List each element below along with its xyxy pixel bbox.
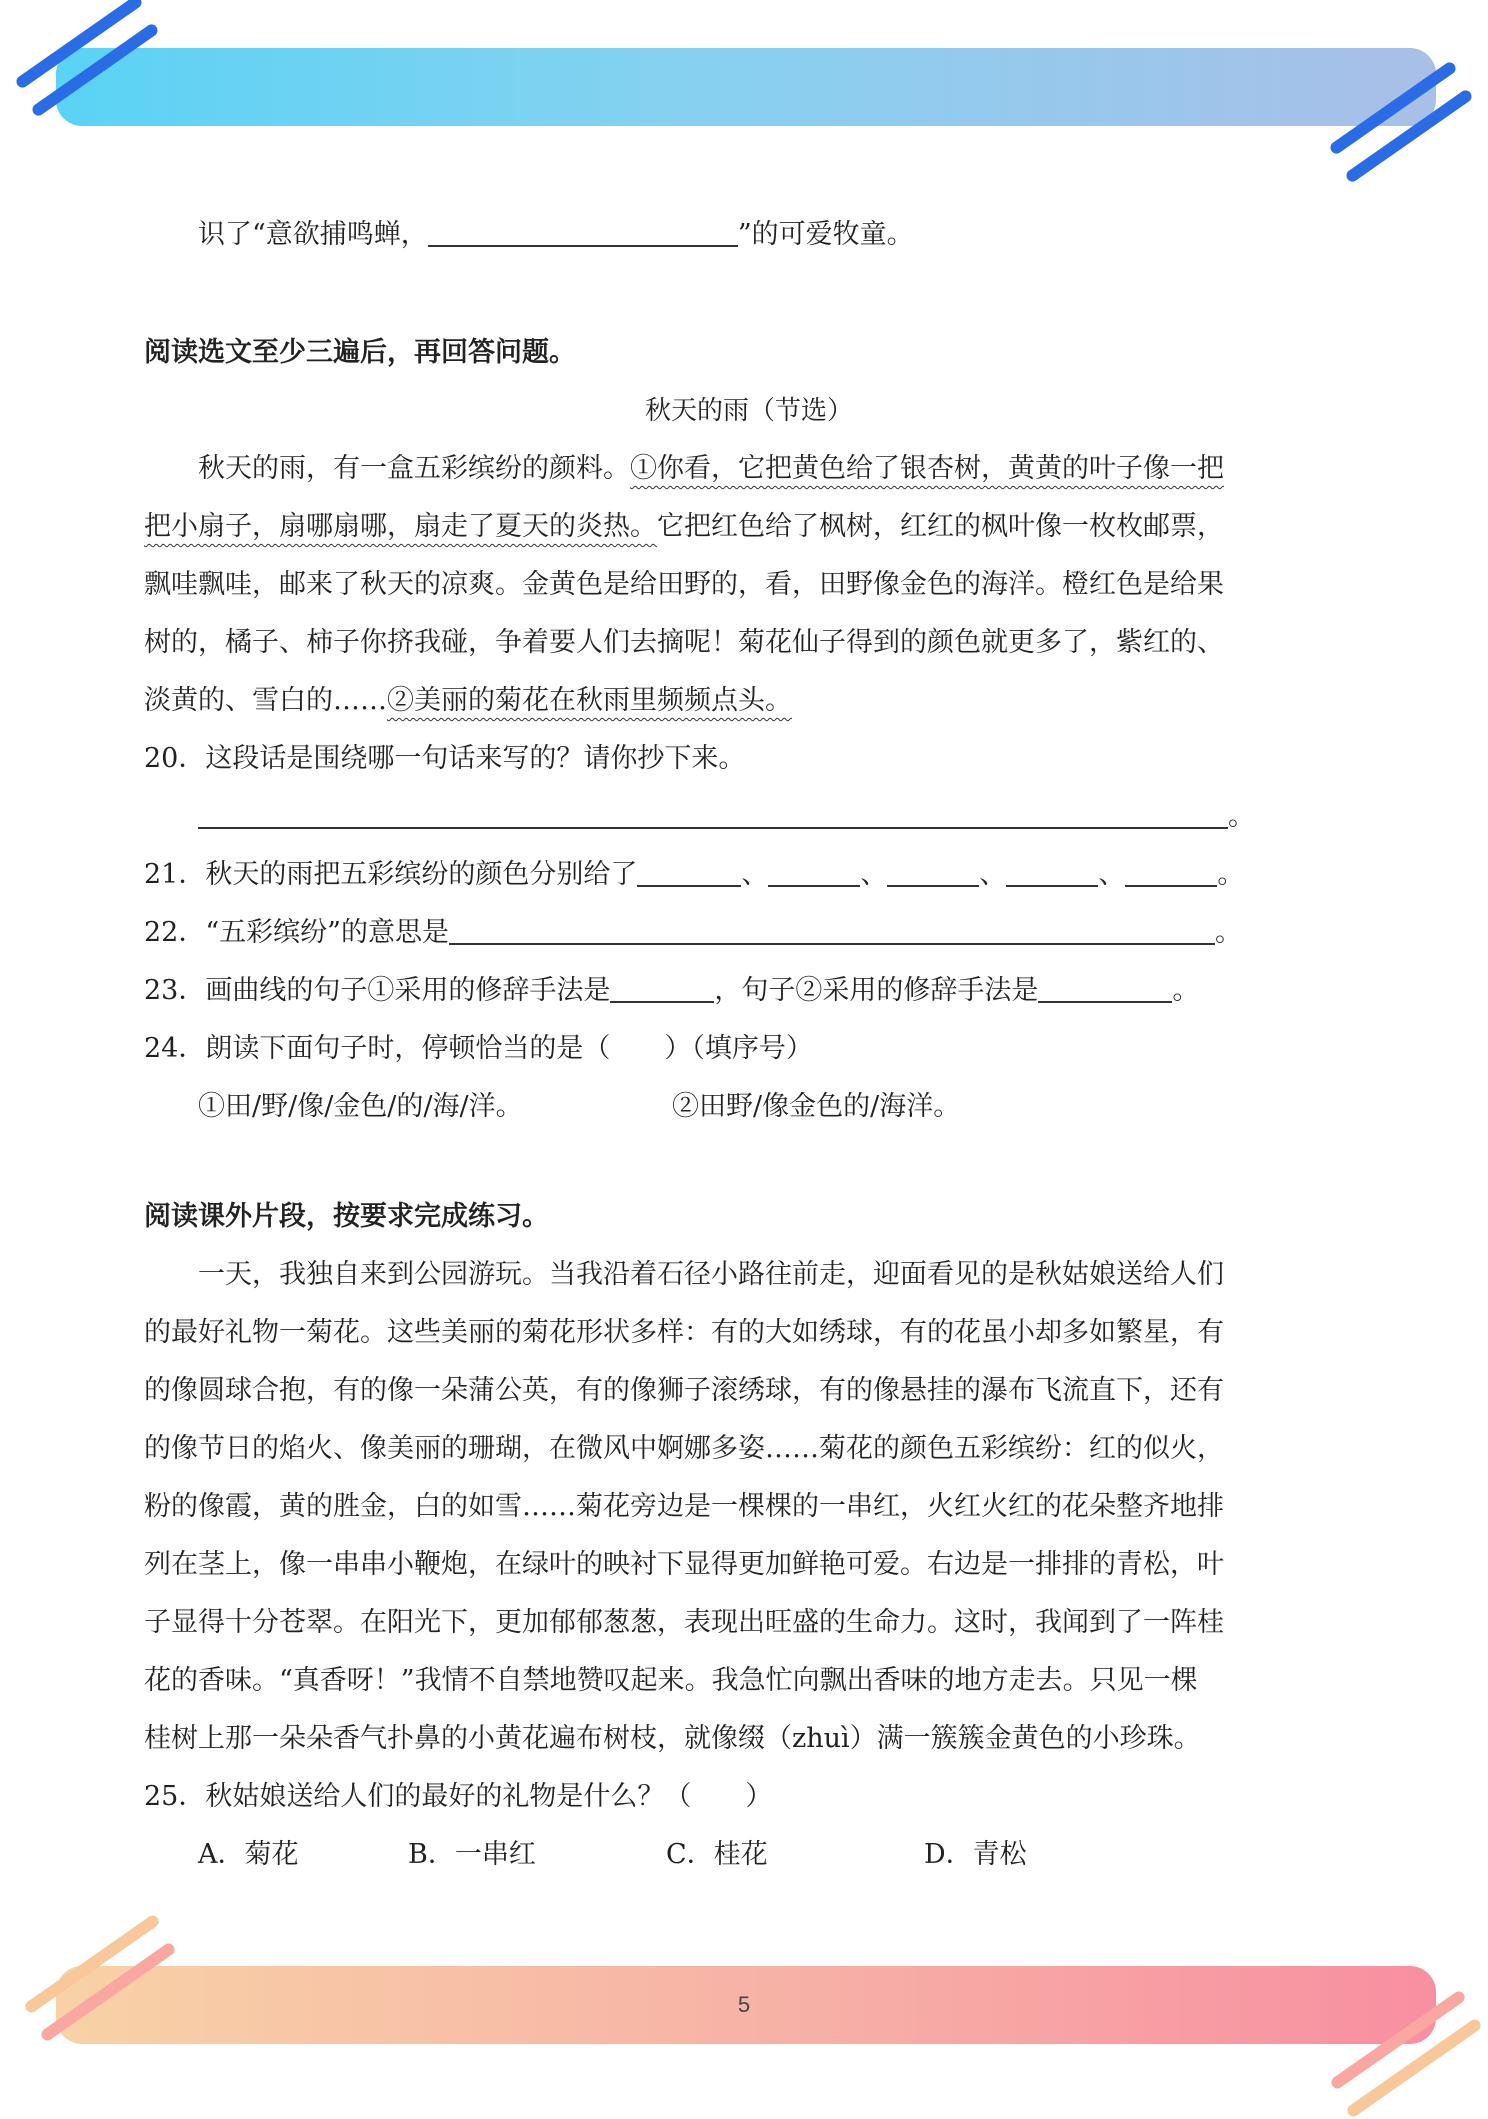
option-b[interactable]: B．一串红 — [408, 1839, 536, 1870]
answer-blank[interactable] — [1006, 859, 1098, 887]
wavy-sentence-1: ①你看，它把黄色给了银杏树，黄黄的叶子像一把 — [630, 453, 1224, 484]
question-24-options — [144, 1078, 1354, 1136]
passage-line: 子显得十分苍翠。在阳光下，更加郁郁葱葱，表现出旺盛的生命力。这时，我闻到了一阵桂 — [144, 1607, 1224, 1638]
passage-line: 的像圆球合抱，有的像一朵蒲公英，有的像狮子滚绣球，有的像悬挂的瀑布飞流直下，还有 — [144, 1375, 1224, 1406]
answer-blank[interactable] — [637, 859, 741, 887]
option-1[interactable]: ①田/野/像/金色/的/海/洋。 — [198, 1091, 523, 1122]
answer-blank[interactable] — [768, 859, 860, 887]
question-20: 20．这段话是围绕哪一句话来写的？请你抄下来。 — [144, 743, 746, 774]
answer-blank[interactable] — [449, 917, 1215, 945]
answer-blank[interactable] — [1038, 975, 1172, 1003]
page-number: 5 — [737, 1992, 751, 2017]
passage-line: 列在茎上，像一串串小鞭炮，在绿叶的映衬下显得更加鲜艳可爱。右边是一排排的青松，叶 — [144, 1549, 1224, 1580]
passage-line: 秋天的雨，有一盒五彩缤纷的颜料。①你看，它把黄色给了银杏树，黄黄的叶子像一把 — [198, 453, 1224, 484]
fill-in-line: 识了“意欲捕鸣蝉， ”的可爱牧童。 — [198, 219, 914, 250]
question-23: 23．画曲线的句子①采用的修辞手法是 ，句子②采用的修辞手法是 。 — [144, 975, 1200, 1006]
passage-line: 的最好礼物一菊花。这些美丽的菊花形状多样：有的大如绣球，有的花虽小却多如繁星，有 — [144, 1317, 1224, 1348]
passage-line: 树的，橘子、柿子你挤我碰，争着要人们去摘呢！菊花仙子得到的颜色就更多了，紫红的、 — [144, 627, 1224, 658]
passage-line: 的像节日的焰火、像美丽的珊瑚，在微风中婀娜多姿……菊花的颜色五彩缤纷：红的似火， — [144, 1433, 1224, 1464]
question-22: 22．“五彩缤纷”的意思是 。 — [144, 917, 1242, 948]
question-24: 24．朗读下面句子时，停顿恰当的是（ ）（填序号） — [144, 1033, 813, 1064]
answer-blank[interactable] — [198, 801, 1228, 829]
wavy-sentence-1: 把小扇子，扇哪扇哪，扇走了夏天的炎热。 — [144, 511, 657, 542]
question-25-options — [144, 1826, 1354, 1884]
section-heading: 阅读选文至少三遍后，再回答问题。 — [144, 337, 576, 368]
passage-line: 淡黄的、雪白的……②美丽的菊花在秋雨里频频点头。 — [144, 685, 792, 716]
page-content — [144, 206, 1354, 1884]
answer-blank[interactable] — [1125, 859, 1217, 887]
question-21: 21．秋天的雨把五彩缤纷的颜色分别给了 、 、 、 、 。 — [144, 859, 1245, 890]
passage-line: 飘哇飘哇，邮来了秋天的凉爽。金黄色是给田野的，看，田野像金色的海洋。橙红色是给果 — [144, 569, 1224, 600]
passage-line: 把小扇子，扇哪扇哪，扇走了夏天的炎热。它把红色给了枫树，红红的枫叶像一枚枚邮票， — [144, 511, 1224, 542]
answer-blank[interactable] — [887, 859, 979, 887]
answer-blank[interactable] — [610, 975, 714, 1003]
question-25: 25．秋姑娘送给人们的最好的礼物是什么？（ ） — [144, 1781, 773, 1812]
passage-line: 桂树上那一朵朵香气扑鼻的小黄花遍布树枝，就像缀（zhuì）满一簇簇金黄色的小珍珠。 — [144, 1723, 1201, 1754]
option-c[interactable]: C．桂花 — [666, 1839, 768, 1870]
option-a[interactable]: A．菊花 — [198, 1839, 299, 1870]
passage-line: 粉的像霞，黄的胜金，白的如雪……菊花旁边是一棵棵的一串红，火红火红的花朵整齐地排 — [144, 1491, 1224, 1522]
answer-line: 。 — [144, 788, 1354, 846]
option-2[interactable]: ②田野/像金色的/海洋。 — [672, 1091, 961, 1122]
passage-title: 秋天的雨（节选） — [644, 396, 853, 426]
wavy-sentence-2: ②美丽的菊花在秋雨里频频点头。 — [387, 685, 792, 716]
section-heading: 阅读课外片段，按要求完成练习。 — [144, 1201, 549, 1232]
passage-line: 一天，我独自来到公园游玩。当我沿着石径小路往前走，迎面看见的是秋姑娘送给人们 — [198, 1259, 1224, 1290]
passage-line: 花的香味。“真香呀！”我情不自禁地赞叹起来。我急忙向飘出香味的地方走去。只见一棵 — [144, 1665, 1198, 1696]
answer-blank[interactable] — [428, 219, 738, 247]
top-banner — [56, 48, 1436, 126]
option-d[interactable]: D．青松 — [924, 1839, 1027, 1870]
